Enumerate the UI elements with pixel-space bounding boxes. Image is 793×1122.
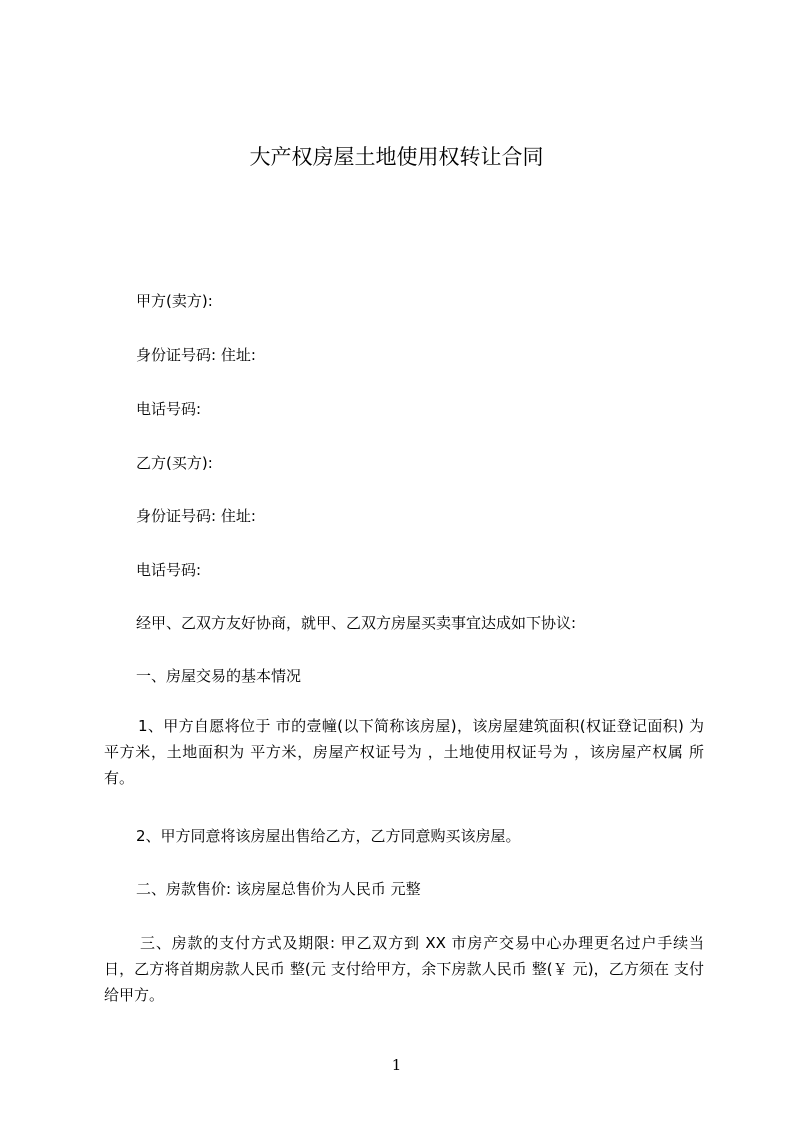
party-a-id-address: 身份证号码: 住址: bbox=[136, 346, 256, 364]
clause-2: 2、甲方同意将该房屋出售给乙方，乙方同意购买该房屋。 bbox=[136, 827, 521, 845]
section-1-heading: 一、房屋交易的基本情况 bbox=[136, 667, 302, 685]
party-b-label: 乙方(买方): bbox=[136, 454, 213, 472]
party-b-phone: 电话号码: bbox=[136, 561, 202, 579]
contract-title: 大产权房屋土地使用权转让合同 bbox=[249, 145, 544, 169]
clause-1: 1、甲方自愿将位于 市的壹幢(以下简称该房屋)，该房屋建筑面积(权证登记面积) 为 平方米，土地面积为 平方米，房屋产权证号为 ，土地使用权证号为 ，该房屋产权属 所有。 bbox=[104, 717, 704, 787]
page-number: 1 bbox=[391, 1056, 402, 1074]
section-3-payment: 三、房款的支付方式及期限: 甲乙双方到 XX 市房产交易中心办理更名过户手续当日，乙方将首期房款人民币 整(元 支付给甲方，余下房款人民币 整(￥ 元)，乙方须在 支付给甲方。 bbox=[104, 934, 704, 1004]
agreement-intro: 经甲、乙双方友好协商，就甲、乙双方房屋买卖事宜达成如下协议: bbox=[136, 614, 577, 632]
party-b-id-address: 身份证号码: 住址: bbox=[136, 507, 256, 525]
party-a-label: 甲方(卖方): bbox=[136, 292, 213, 310]
party-a-phone: 电话号码: bbox=[136, 400, 202, 418]
section-2-price: 二、房款售价: 该房屋总售价为人民币 元整 bbox=[136, 880, 421, 898]
